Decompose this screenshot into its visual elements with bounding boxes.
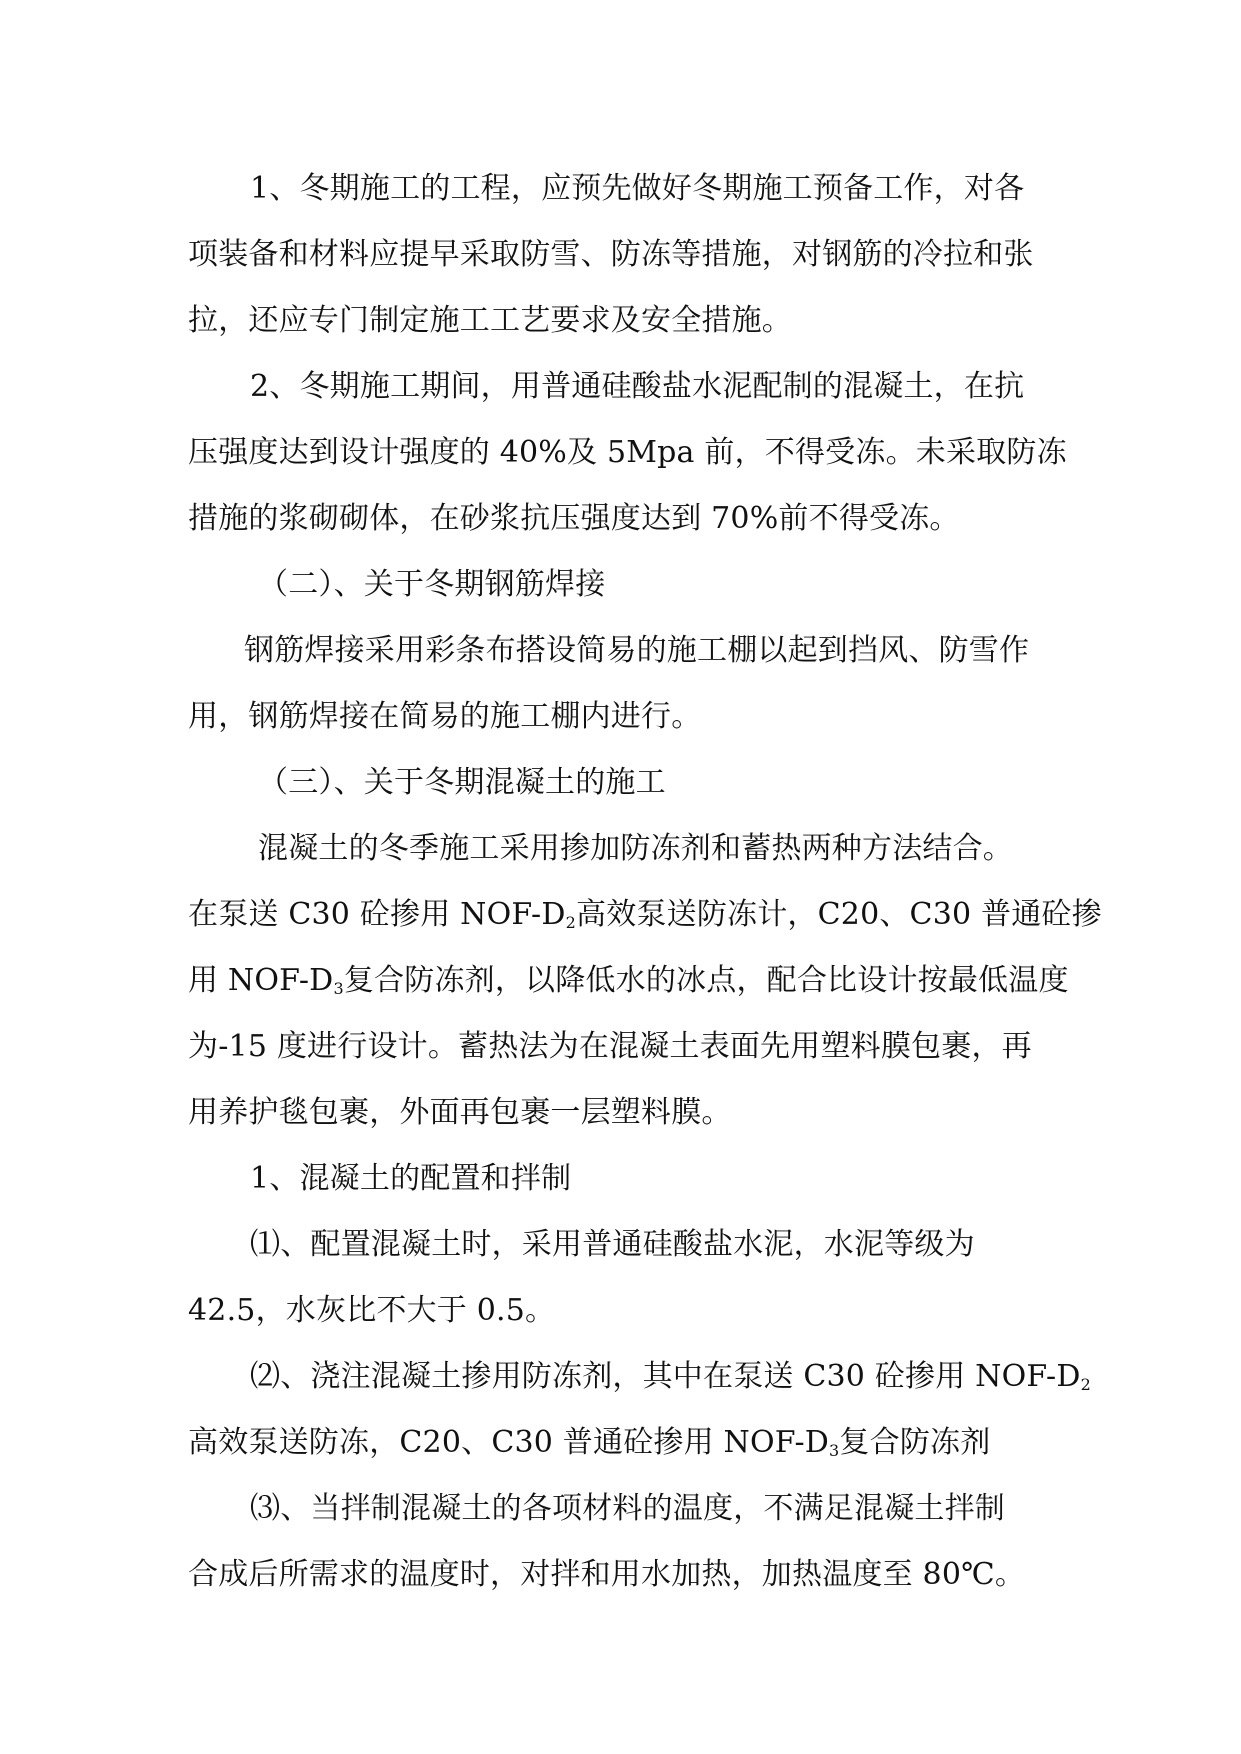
paragraph-2-line-2: 压强度达到设计强度的 40%及 5Mpa 前，不得受冻。未采取防冻: [188, 435, 1067, 470]
paragraph-4-line-2-part-1: 在泵送 C30 砼掺用 NOF-D: [188, 897, 566, 932]
paragraph-4-line-1: 混凝土的冬季施工采用掺加防冻剂和蓄热两种方法结合。: [258, 831, 1013, 866]
paragraph-1-line-2: 项装备和材料应提早采取防雪、防冻等措施，对钢筋的冷拉和张: [188, 237, 1034, 272]
paragraph-4-line-3: [188, 948, 1069, 1014]
paragraph-4-line-2-part-2: 高效泵送防冻计，C20、C30 普通砼掺: [576, 897, 1102, 932]
item-2-line-1: [188, 1344, 1092, 1410]
paragraph-1-line-3: 拉，还应专门制定施工工艺要求及安全措施。: [188, 303, 792, 338]
item-2-line-2-part-2: 复合防冻剂: [839, 1425, 991, 1460]
paragraph-4-line-2: [188, 882, 1102, 948]
paragraph-4-line-5: 用养护毯包裹，外面再包裹一层塑料膜。: [188, 1095, 732, 1130]
item-3-line-2: 合成后所需求的温度时，对拌和用水加热，加热温度至 80℃。: [188, 1557, 1026, 1592]
document-body: [188, 156, 1102, 1608]
item-2-line-2-part-1: 高效泵送防冻，C20、C30 普通砼掺用 NOF-D: [188, 1425, 830, 1460]
paragraph-2-line-3: 措施的浆砌砌体，在砂浆抗压强度达到 70%前不得受冻。: [188, 501, 960, 536]
paragraph-1-line-1: 1、冬期施工的工程，应预先做好冬期施工预备工作，对各: [250, 171, 1025, 206]
item-3-line-1: ⑶、当拌制混凝土的各项材料的温度，不满足混凝土拌制: [250, 1491, 1005, 1526]
item-1-line-2: 42.5，水灰比不大于 0.5。: [188, 1293, 556, 1328]
item-2-line-1-part-1: ⑵、浇注混凝土掺用防冻剂，其中在泵送 C30 砼掺用 NOF-D: [250, 1359, 1081, 1394]
subscript-2: 2: [565, 913, 577, 932]
paragraph-3-line-1: 钢筋焊接采用彩条布搭设简易的施工棚以起到挡风、防雪作: [244, 633, 1030, 668]
section-heading-2: （二）、关于冬期钢筋焊接: [258, 567, 606, 602]
subscript-3b: 3: [829, 1441, 840, 1460]
paragraph-2-line-1: 2、冬期施工期间，用普通硅酸盐水泥配制的混凝土，在抗: [250, 369, 1025, 404]
subsection-heading-1: 1、混凝土的配置和拌制: [250, 1161, 572, 1196]
item-1-line-1: ⑴、配置混凝土时，采用普通硅酸盐水泥，水泥等级为: [250, 1227, 975, 1262]
subscript-2b: 2: [1080, 1375, 1092, 1394]
paragraph-4-line-3-part-2: 复合防冻剂，以降低水的冰点，配合比设计按最低温度: [343, 963, 1069, 998]
subscript-3: 3: [333, 979, 344, 998]
paragraph-4-line-4: 为-15 度进行设计。蓄热法为在混凝土表面先用塑料膜包裹，再: [188, 1029, 1032, 1064]
paragraph-4-line-3-part-1: 用 NOF-D: [188, 963, 334, 998]
item-2-line-2: [188, 1410, 1054, 1476]
paragraph-3-line-2: 用，钢筋焊接在简易的施工棚内进行。: [188, 699, 702, 734]
section-heading-3: （三）、关于冬期混凝土的施工: [258, 765, 666, 800]
